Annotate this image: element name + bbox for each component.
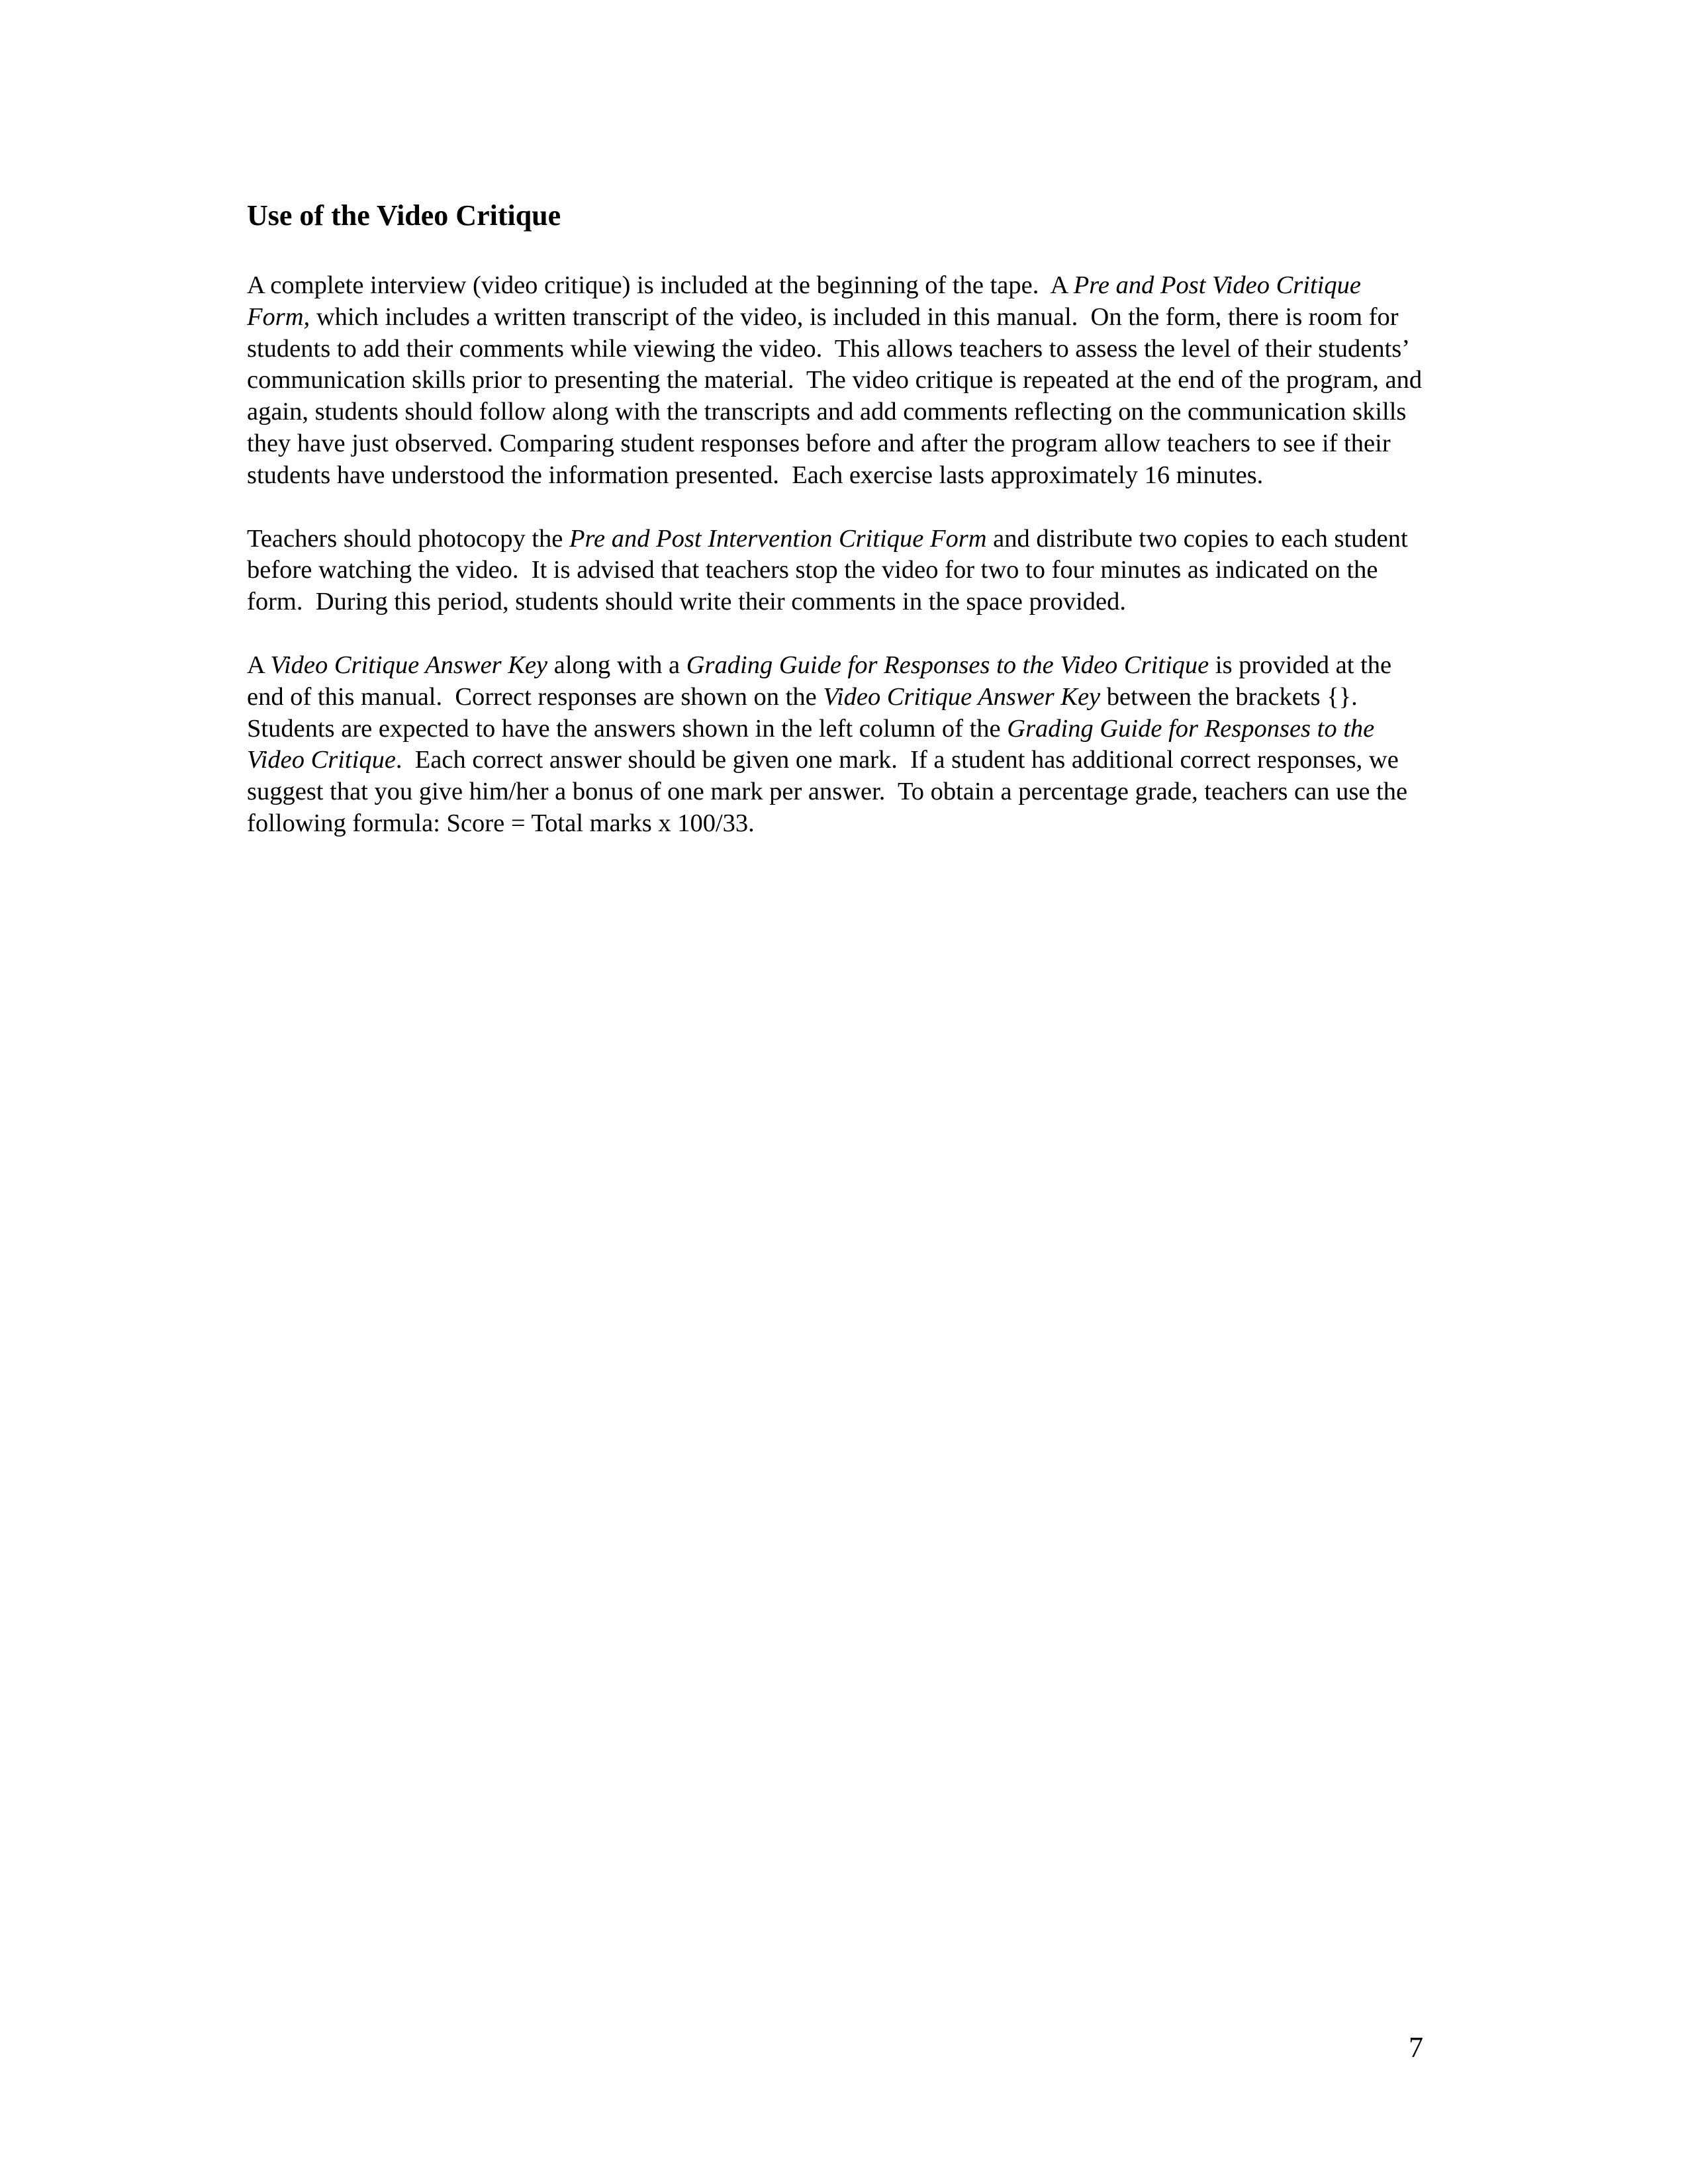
text-line <box>247 650 1511 682</box>
body-text-run: between the brackets {}. <box>1100 682 1358 711</box>
body-text-run: end of this manual. Correct responses are shown on the <box>247 682 823 711</box>
paragraph-2 <box>247 523 1511 618</box>
body-text-run: following formula: Score = Total marks x 100/33. <box>247 809 755 837</box>
body-text-run: . Each correct answer should be given one mark. If a student has additional correct responses, we <box>395 746 1399 774</box>
body-text-run: A complete interview (video critique) is included at the beginning of the tape. A <box>247 271 1074 299</box>
text-line <box>247 365 1511 396</box>
text-line <box>247 302 1511 334</box>
italic-title-text: Grading Guide for Responses to the <box>1007 714 1375 743</box>
body-text-run: suggest that you give him/her a bonus of one mark per answer. To obtain a percentage grade, teachers can use the <box>247 778 1408 806</box>
body-text-run: Teachers should photocopy the <box>247 524 569 553</box>
text-line <box>247 586 1511 618</box>
italic-title-text: Video Critique Answer Key <box>823 682 1101 711</box>
body-text-run: Students are expected to have the answers shown in the left column of the <box>247 714 1008 743</box>
text-line <box>247 523 1511 555</box>
body-text-run: students to add their comments while viewing the video. This allows teachers to assess the level of their students’ <box>247 334 1411 363</box>
body-text-run: along with a <box>547 651 686 679</box>
body-text-run: communication skills prior to presenting the material. The video critique is repeated at the end of the program, and <box>247 366 1423 394</box>
body-text-run: before watching the video. It is advised that teachers stop the video for two to four minutes as indicated on the <box>247 556 1378 584</box>
text-line <box>247 808 1511 840</box>
heading-spacer <box>247 236 1511 270</box>
text-line <box>247 396 1511 428</box>
page-content <box>247 196 1511 840</box>
text-line <box>247 428 1511 460</box>
body-text-run: form. During this period, students should write their comments in the space provided. <box>247 588 1127 616</box>
body-text-run: which includes a written transcript of the video, is included in this manual. On the form, there is room for <box>310 302 1399 331</box>
body-text-run: they have just observed. Comparing student responses before and after the program allow teachers to see if their <box>247 429 1391 457</box>
text-line <box>247 270 1511 302</box>
body-text-run: again, students should follow along with the transcripts and add comments reflecting on the communication skills <box>247 398 1407 426</box>
text-line <box>247 776 1511 808</box>
paragraph-3 <box>247 650 1511 840</box>
page-number: 7 <box>1409 2031 1423 2064</box>
body-text-run: and distribute two copies to each student <box>986 524 1408 553</box>
section-heading: Use of the Video Critique <box>247 199 561 232</box>
italic-title-text: Pre and Post Video Critique <box>1073 271 1361 299</box>
italic-title-text: Video Critique <box>247 746 396 774</box>
body-text-run: A <box>247 651 271 679</box>
body-text <box>247 270 1511 840</box>
body-text-run: students have understood the information presented. Each exercise lasts approximately 16 minutes. <box>247 461 1264 489</box>
text-line <box>247 745 1511 776</box>
italic-title-text: Form, <box>247 302 310 331</box>
text-line <box>247 555 1511 586</box>
text-line <box>247 713 1511 745</box>
body-text-run: is provided at the <box>1209 651 1392 679</box>
italic-title-text: Pre and Post Intervention Critique Form <box>569 524 987 553</box>
italic-title-text: Grading Guide for Responses to the Video Critique <box>686 651 1209 679</box>
text-line <box>247 460 1511 492</box>
text-line <box>247 682 1511 713</box>
paragraph-1 <box>247 270 1511 492</box>
text-line <box>247 334 1511 365</box>
italic-title-text: Video Critique Answer Key <box>270 651 548 679</box>
